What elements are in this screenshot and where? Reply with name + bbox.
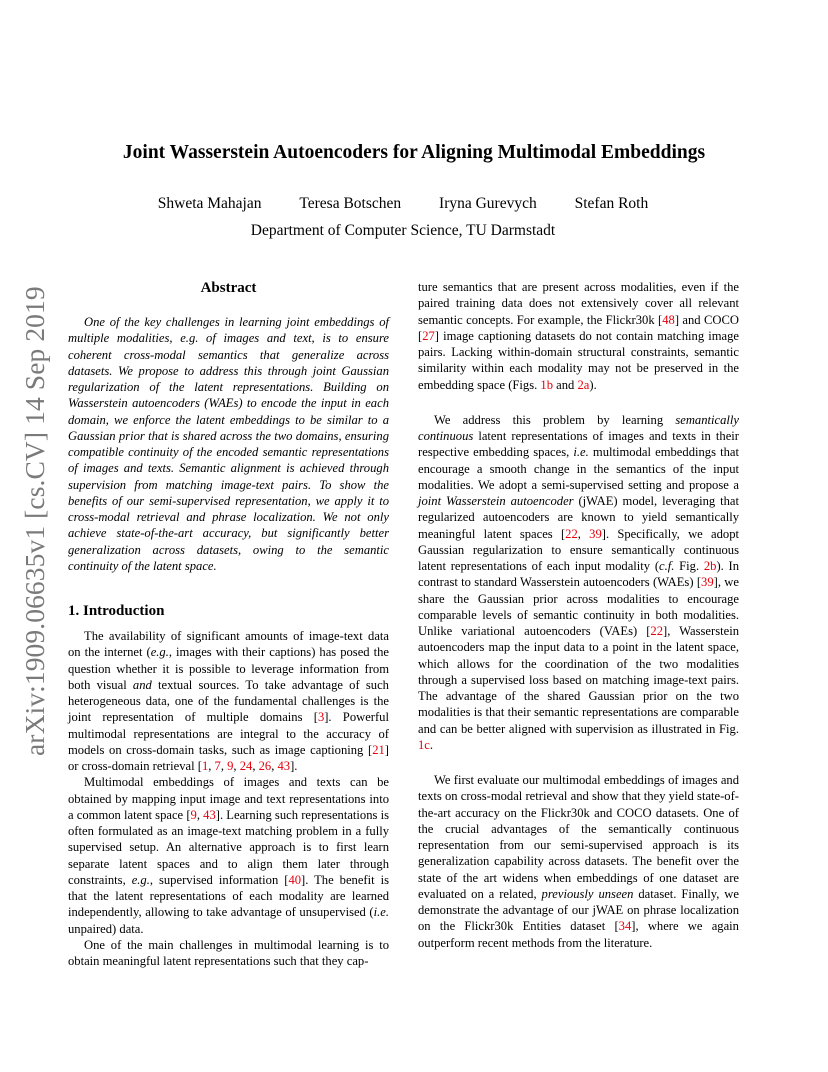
affiliation: Department of Computer Science, TU Darmstadt: [250, 222, 556, 239]
emphasis-text: e.g.: [131, 872, 150, 887]
paper-title: Joint Wasserstein Autoencoders for Aligning Multimodal Embeddings: [122, 142, 706, 163]
body-paragraph: ture semantics that are present across modalities, even if the paired training data does not extensively cover all relevant semantic concepts. For example, the Flickr30k [48] and COCO [27] image captioning datasets do not contain matching image pairs. Lacking within-domain structural constraints, semantic similarity within each modality may not be preserved in the embedding space (Figs. 1b and 2a).: [418, 280, 739, 392]
citation-link[interactable]: 24: [239, 759, 253, 773]
citation-link[interactable]: 1b: [540, 377, 554, 392]
body-paragraph: The availability of significant amounts of image-text data on the internet (e.g., images with their captions) has posed the question whether it is possible to leverage information from both visual and textual sources. To take advantage of such heterogeneous data, one of the fundamental challenges is the joint representation of multiple domains [3]. Powerful multimodal representations are integral to the accuracy of models on cross-domain tasks, such as image captioning [21] or cross-domain retrieval [1, 7, 9, 24, 26, 43].: [68, 629, 389, 773]
citation-link[interactable]: 43: [203, 807, 216, 822]
citation-link[interactable]: 40: [288, 872, 302, 887]
abstract-text: One of the key challenges in learning joint embeddings of multiple modalities, e.g. of images and text, is to ensure coherent cross-modal semantics that generalize across datasets. We propose to address this through joint Gaussian regularization of the latent representations. Building on Wasserstein autoencoders (WAEs) to encode the input in each domain, we enforce the latent embeddings to be similar to a Gaussian prior that is shared across the two domains, ensuring compatible continuity of the encoded semantic representations of images and texts. Semantic alignment is achieved through supervision from matching image-text pairs. To show the benefits of our semi-supervised representation, we apply it to cross-modal retrieval and phrase localization. We not only achieve state-of-the-art accuracy, but significantly better generalization across datasets, owing to the semantic continuity of the latent space.: [68, 315, 389, 573]
author-name: Stefan Roth: [574, 195, 649, 212]
introduction-body-right: [418, 279, 739, 951]
citation-link[interactable]: 1c: [418, 737, 430, 752]
body-paragraph: One of the main challenges in multimodal learning is to obtain meaningful latent representations such that they cap-: [68, 937, 389, 968]
citation-link[interactable]: 7: [214, 759, 221, 773]
emphasis-text: semantically continuous: [418, 412, 739, 443]
citation-link[interactable]: 9: [190, 807, 197, 822]
citation-link[interactable]: 39: [589, 526, 602, 541]
emphasis-text: i.e.: [373, 905, 389, 920]
citation-link[interactable]: 27: [422, 328, 435, 343]
left-column: [68, 279, 389, 969]
citation-link[interactable]: 34: [618, 919, 632, 934]
citation-link[interactable]: 2b: [703, 559, 717, 573]
citation-link[interactable]: 1: [201, 759, 209, 773]
emphasis-text: c.f.: [659, 559, 675, 573]
introduction-heading: 1. Introduction: [68, 603, 165, 619]
emphasis-text: and: [132, 677, 152, 692]
body-paragraph: We first evaluate our multimodal embeddings of images and texts on cross-modal retrieval and show that they yield state-of-the-art accuracy on the Flickr30k and COCO datasets. One of the crucial advantages of the semantically continuous representation from our semi-supervised approach is its generalization capability across datasets. The benefit over the state of the art widens when embeddings of one dataset are evaluated on a related, previously unseen dataset. Finally, we demonstrate the advantage of our jWAE on phrase localization on the Flickr30k Entities dataset [34], where we again outperform recent methods from the literature.: [418, 773, 739, 950]
citation-link[interactable]: 43: [277, 759, 291, 773]
body-paragraph: Multimodal embeddings of images and texts can be obtained by mapping input image and text representations into a common latent space [9, 43]. Learning such representations is often formulated as an image-text matching problem in a fully supervised setup. An alternative approach is to first learn separate latent spaces and to align them later through constraints, e.g., supervised information [40]. The benefit is that the latent representations of each modality are learned independently, allowing to take advantage of unsupervised (i.e. unpaired) data.: [68, 775, 390, 936]
citation-link[interactable]: 3: [317, 710, 325, 725]
author-name: Teresa Botschen: [299, 195, 402, 212]
author-list: [0, 195, 806, 213]
citation-link[interactable]: 48: [662, 312, 675, 327]
emphasis-text: joint Wasserstein autoencoder: [418, 494, 574, 508]
citation-link[interactable]: 21: [372, 742, 385, 757]
emphasis-text: e.g.: [150, 645, 169, 660]
citation-link[interactable]: 2a: [577, 377, 590, 392]
citation-link[interactable]: 39: [701, 575, 714, 590]
citation-link[interactable]: 26: [258, 759, 272, 773]
emphasis-text: previously unseen: [541, 886, 634, 901]
arxiv-identifier: arXiv:1909.06635v1 [cs.CV] 14 Sep 2019: [19, 286, 50, 756]
emphasis-text: i.e.: [573, 445, 589, 460]
citation-link[interactable]: 9: [227, 759, 234, 773]
citation-link[interactable]: 22: [650, 624, 664, 638]
right-column: [418, 279, 739, 951]
author-name: Shweta Mahajan: [157, 195, 262, 212]
author-name: Iryna Gurevych: [439, 195, 537, 212]
citation-link[interactable]: 22: [565, 526, 578, 541]
abstract-heading: Abstract: [200, 280, 257, 296]
body-paragraph: We address this problem by learning semantically continuous latent representations of images and texts in their respective embedding spaces, i.e. multimodal embeddings that encourage a smooth change in the semantics of the input modalities. We adopt a semi-supervised setting and propose a joint Wasserstein autoencoder (jWAE) model, leveraging that regularized autoencoders are known to yield semantically meaningful latent spaces [22, 39]. Specifically, we adopt Gaussian regularization to ensure semantically continuous latent representations of each input modality (c.f. Fig. 2b). In contrast to standard Wasserstein autoencoders (WAEs) [39], we share the Gaussian prior across modalities to encourage comparable levels of semantic continuity in both modalities. Unlike variational autoencoders (VAEs) [22], Wasserstein autoencoders map the input data to a point in the latent space, which allows for the coordination of the two modalities through a supervised loss based on matching image-text pairs. The advantage of the shared Gaussian prior on the two modalities is that their semantic representations are comparable and can be better aligned with supervision as illustrated in Fig. 1c.: [418, 412, 740, 752]
introduction-body-left: [68, 628, 389, 969]
